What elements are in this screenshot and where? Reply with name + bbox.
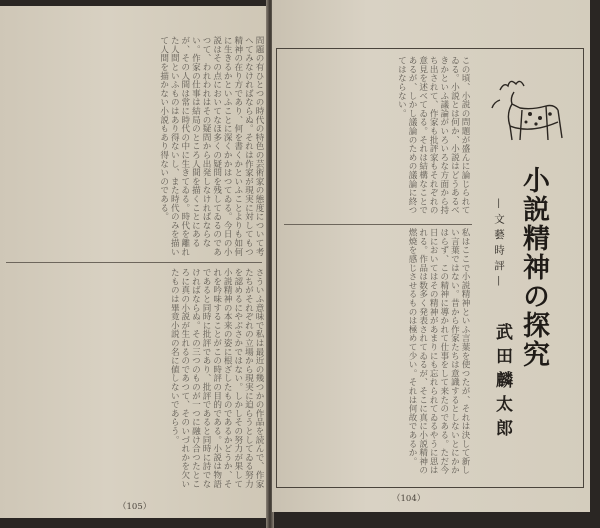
left-page-upper-text: 問題の有ひとつの時代の特色の芸術家の態度について考へてみなければならぬ。それは作家が現実に対してもつ精神の在り方であり、何を書くかといふことよりも如何に生きるかといふことに深くかかはつてゐる。今日の小説はその点においてなほ多くの疑問を残してゐるのであつて、われわれはその疑問から出発しなければならない。作家の仕事は結局のところ人間を描くことにあるが、その人間は常に時代の中に生きてゐる。時代を離れた人間といふものはあり得ないし、また時代のみを描いて人間を描かない小説もあり得ないのである。 (158, 36, 264, 256)
left-page-number: （105） (118, 502, 152, 512)
article-title: 小説精神の探究 (518, 166, 549, 369)
article-author: 武田麟太郎 (492, 323, 512, 443)
deer-illustration (470, 70, 574, 154)
left-page-divider (6, 262, 262, 263)
article-title-box (478, 148, 564, 480)
right-page-upper-text: この頃、小説の問題が盛んに論じられてゐる。小説とは何か、小説はどうあるべきかといふ議論がいろいろな方面から持ち出されて、作家も批評家もそれぞれの意見を述べてゐる。それは結構なことであるが、しかし議論のための議論に終つてはならない。 (396, 56, 470, 215)
right-page (272, 0, 590, 512)
left-page (0, 6, 268, 518)
article-subtitle: —文藝時評— (493, 198, 505, 291)
left-page-lower-text: さういふ意味で私は最近の幾つかの作品を読んで、作家たちがそれぞれの立場から現実に迫らうとしてゐる努力を認めるにやぶさかではない。しかしその努力が果して小説精神の本来の姿に根ざしたものであるかどうか、それを吟味することがこの時評の目的である。小説は物語であると同時に批評であり、批評であると同時に詩でなければならぬ。その三つのものが一つに融け合つたところに真の小説が生れるのであつて、そのいづれかを欠いたものは畢竟小説の名に値しないであらう。 (169, 268, 264, 488)
right-page-divider (284, 224, 472, 225)
right-page-number: （104） (392, 494, 426, 504)
right-page-lower-text: 私はここで小説精神といふ言葉を使つたが、それは決して新しい言葉ではない。昔から作家たちは意識するとしないとにかかはらず、この精神に導かれて仕事をして来たのである。ただ今日においてはその精神があまりにも忘れられてゐるやうに思はれる。作品は数多く発表されてゐるが、そこに真に小説精神の燃焼を感じさせるものは極めて少い。それは何故であるか。 (407, 228, 470, 475)
